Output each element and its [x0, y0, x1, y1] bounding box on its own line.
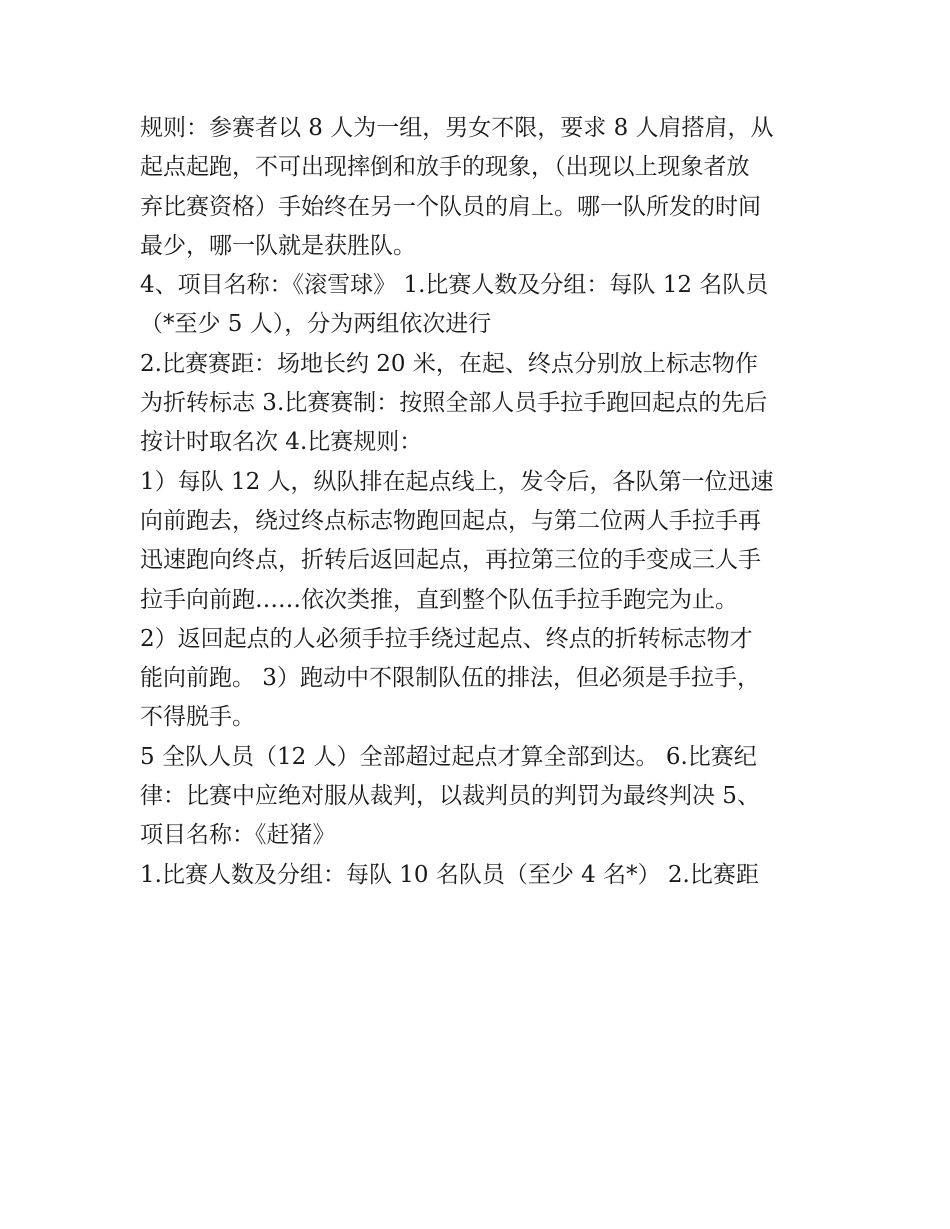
text-line: 项目名称：《赶猪》 [140, 822, 336, 849]
text-line: 能向前跑。 3）跑动中不限制队伍的排法，但必须是手拉手， [140, 665, 760, 692]
text-line: 向前跑去，绕过终点标志物跑回起点，与第二位两人手拉手再 [140, 507, 761, 534]
text-line: 最少，哪一队就是获胜队。 [140, 232, 416, 259]
text-line: 4、项目名称：《滚雪球》 1.比赛人数及分组：每队 12 名队员 [140, 272, 769, 299]
text-line: 为折转标志 3.比赛赛制：按照全部人员手拉手跑回起点的先后 [140, 390, 768, 417]
text-line: 起点起跑，不可出现摔倒和放手的现象，（出现以上现象者放 [140, 154, 750, 181]
text-line: 迅速跑向终点，折转后返回起点，再拉第三位的手变成三人手 [140, 547, 761, 574]
text-line: 5 全队人员（12 人）全部超过起点才算全部到达。 6.比赛纪 [140, 743, 757, 770]
paragraph-snowball-title [140, 266, 820, 345]
text-line: 规则：参赛者以 8 人为一组，男女不限，要求 8 人肩搭肩，从 [140, 115, 774, 141]
text-line: 弃比赛资格）手始终在另一个队员的肩上。哪一队所发的时间 [140, 193, 761, 220]
text-line: 律：比赛中应绝对服从裁判，以裁判员的判罚为最终判决 5、 [140, 783, 760, 810]
document-body [140, 109, 820, 895]
text-line: 2）返回起点的人必须手拉手绕过起点、终点的折转标志物才 [140, 625, 753, 652]
text-line: 1.比赛人数及分组：每队 10 名队员（至少 4 名*） 2.比赛距 [140, 861, 759, 888]
paragraph-snowball-distance [140, 345, 820, 463]
text-line: 2.比赛赛距：场地长约 20 米，在起、终点分别放上标志物作 [140, 350, 758, 377]
paragraph-snowball-rule-1 [140, 463, 820, 620]
paragraph-relay-rules [140, 109, 820, 266]
text-line: （*至少 5 人），分为两组依次进行 [140, 311, 492, 338]
text-line: 不得脱手。 [140, 704, 255, 731]
paragraph-snowball-rule-2 [140, 620, 820, 738]
paragraph-snowball-arrival [140, 738, 820, 856]
text-line: 1）每队 12 人，纵队排在起点线上，发令后，各队第一位迅速 [140, 468, 774, 495]
paragraph-pig-herding [140, 856, 820, 895]
text-line: 按计时取名次 4.比赛规则： [140, 429, 423, 456]
text-line: 拉手向前跑……依次类推，直到整个队伍手拉手跑完为止。 [140, 586, 738, 613]
